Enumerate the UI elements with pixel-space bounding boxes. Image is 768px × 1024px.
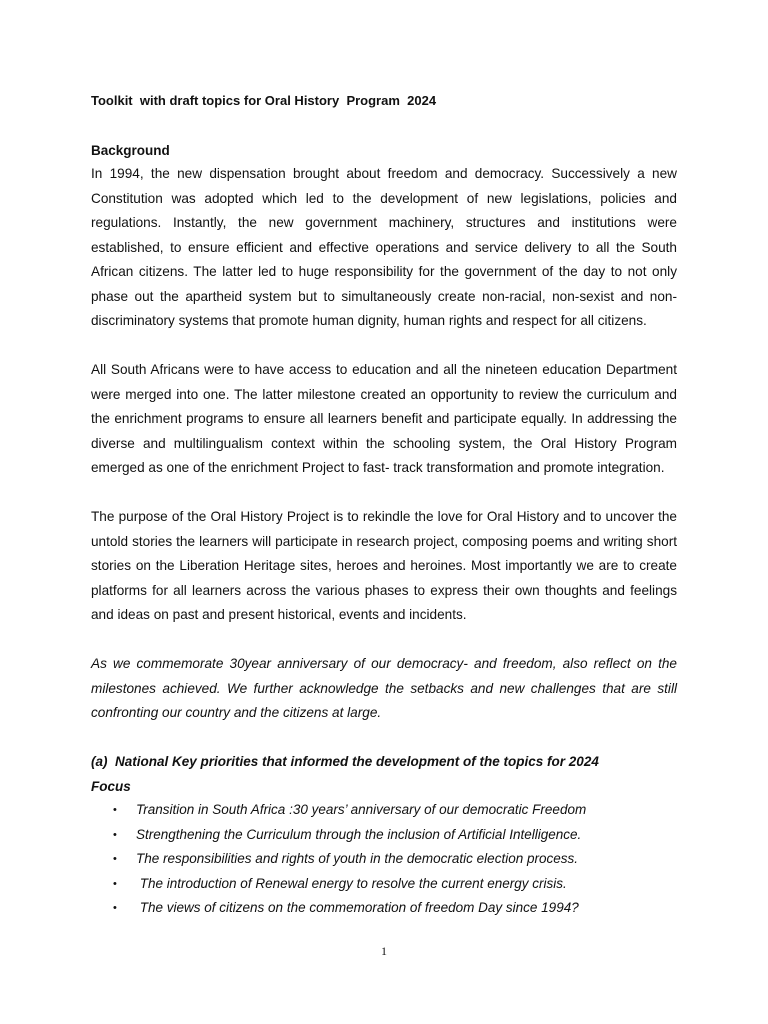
focus-item-text: The responsibilities and rights of youth in the democratic election process. <box>136 851 578 867</box>
background-heading: Background <box>91 143 170 158</box>
focus-item-text: The views of citizens on the commemoration of freedom Day since 1994? <box>136 900 579 916</box>
list-item <box>91 823 677 848</box>
section-a-heading: (a) National Key priorities that informed the development of the topics for 2024 <box>91 754 599 769</box>
focus-list <box>91 798 677 921</box>
focus-item-text: The introduction of Renewal energy to resolve the current energy crisis. <box>136 875 567 891</box>
list-item <box>91 798 677 823</box>
bullet-icon: • <box>113 877 117 890</box>
bullet-icon: • <box>113 853 117 866</box>
bullet-icon: • <box>113 804 117 816</box>
document-page <box>91 0 677 1024</box>
bullet-icon: • <box>113 828 117 841</box>
paragraph-oral-history-purpose: The purpose of the Oral History Project is to rekindle the love for Oral History and to uncover the untold stories the learners will participate in research project, composing poems and writing short stories on the Liberation Heritage sites, heroes and heroines. Most importantly we are to create platforms for all learners across the various phases to express their own thoughts and feelings and ideas on past and present historical, events and incidents. <box>91 509 677 622</box>
document-title: Toolkit with draft topics for Oral History Program 2024 <box>91 93 437 108</box>
list-item <box>91 872 677 897</box>
list-item <box>91 847 677 872</box>
focus-item-text: Strengthening the Curriculum through the inclusion of Artificial Intelligence. <box>136 826 582 842</box>
focus-item-text: Transition in South Africa :30 years’ anniversary of our democratic Freedom <box>136 802 587 817</box>
paragraph-education-department: All South Africans were to have access to education and all the nineteen education Department were merged into one. The latter milestone created an opportunity to review the curriculum and the enrichment programs to ensure all learners benefit and participate equally. In addressing the diverse and multilingualism context within the schooling system, the Oral History Program emerged as one of the enrichment Project to fast- track transformation and promote integration. <box>91 362 677 475</box>
page-number: 1 <box>381 944 387 958</box>
paragraph-commemoration: As we commemorate 30year anniversary of our democracy- and freedom, also reflect on the milestones achieved. We further acknowledge the setbacks and new challenges that are still confronting our country and the citizens at large. <box>91 656 677 720</box>
paragraph-1994-dispensation: In 1994, the new dispensation brought about freedom and democracy. Successively a new Constitution was adopted which led to the development of new legislations, policies and regulations. Instantly, the new government machinery, structures and institutions were established, to ensure efficient and effective operations and service delivery to all the South African citizens. The latter led to huge responsibility for the government of the day to not only phase out the apartheid system but to simultaneously create non-racial, non-sexist and non-discriminatory systems that promote human dignity, human rights and respect for all citizens. <box>91 166 677 328</box>
bullet-icon: • <box>113 902 117 915</box>
focus-label: Focus <box>91 779 131 794</box>
list-item <box>91 896 677 921</box>
